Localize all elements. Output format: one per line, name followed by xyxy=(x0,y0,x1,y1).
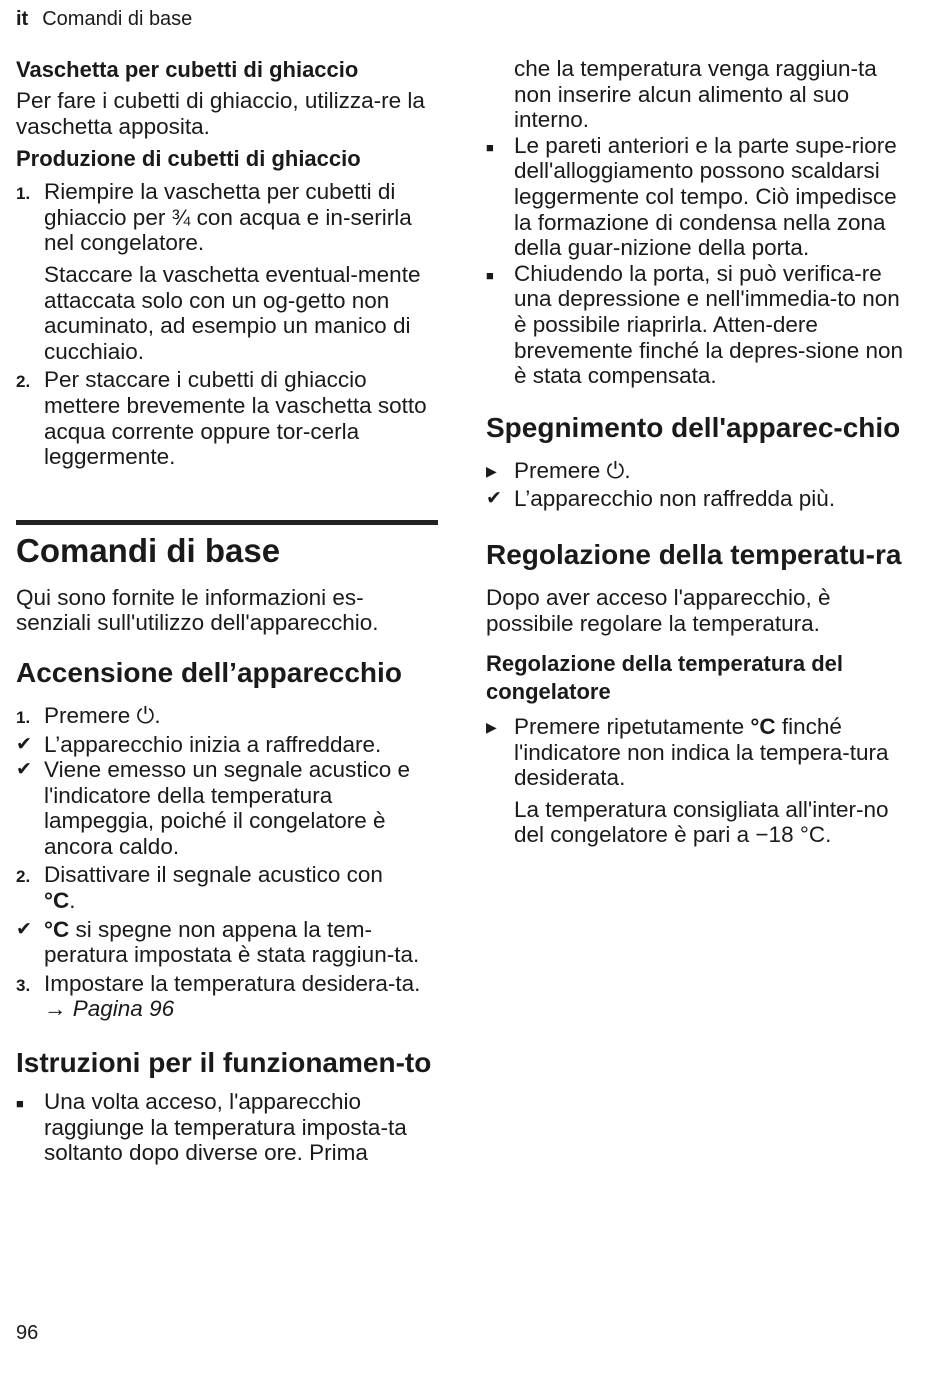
section-title: Comandi di base xyxy=(42,8,193,30)
page-reference-link[interactable]: Pagina 96 xyxy=(72,996,175,1022)
check-icon: ✔ xyxy=(16,759,32,781)
language-code: it xyxy=(16,8,29,30)
power-on-step-2 xyxy=(16,862,438,913)
square-bullet-icon: ■ xyxy=(486,139,494,155)
ice-step-1-note: Staccare la vaschetta eventual-mente attaccata solo con un og-getto non acuminato, ad esempio un manico di cucchiaio. xyxy=(44,261,421,364)
step-text: Riempire la vaschetta per cubetti di ghiaccio per ¾ con acqua e in-serirla nel congelatore. xyxy=(44,179,412,256)
instruction-text: Una volta acceso, l'apparecchio raggiunge la temperatura imposta-ta soltanto dopo diverse ore. Prima xyxy=(44,1089,407,1166)
power-on-heading: Accensione dell’apparecchio xyxy=(16,656,402,688)
square-bullet-icon: ■ xyxy=(486,267,494,283)
check-icon: ✔ xyxy=(486,488,502,510)
celsius-key-label: °C xyxy=(44,916,70,942)
step-number: 2. xyxy=(16,372,31,392)
power-on-step-1 xyxy=(16,703,438,729)
ice-tray-heading: Vaschetta per cubetti di ghiaccio xyxy=(16,57,359,82)
action-text: Premere ripetutamente xyxy=(514,714,751,740)
step-number: 1. xyxy=(16,184,31,204)
instruction-item-1 xyxy=(16,1089,438,1166)
power-on-result-2 xyxy=(16,757,438,859)
section-rule xyxy=(16,520,438,525)
switch-off-action xyxy=(486,458,916,484)
triangle-bullet-icon: ▶ xyxy=(486,719,497,736)
check-icon: ✔ xyxy=(16,733,32,755)
result-text: si spegne non appena la tem-peratura impostata è stata raggiun-ta. xyxy=(44,916,420,968)
instruction-item-3 xyxy=(486,261,916,389)
power-on-step-3 xyxy=(16,971,438,1022)
instruction-item-2 xyxy=(486,133,916,261)
square-bullet-icon: ■ xyxy=(16,1096,24,1112)
step-text: Premere ⏻. xyxy=(44,702,161,728)
celsius-key-label: °C xyxy=(44,888,70,914)
step-number: 1. xyxy=(16,707,31,727)
step-text: Per staccare i cubetti di ghiaccio mettere brevemente la vaschetta sotto acqua corrente oppure tor-cerla leggermente. xyxy=(44,367,427,470)
celsius-key-label: °C xyxy=(750,714,776,740)
step-text: Impostare la temperatura desidera-ta. → xyxy=(44,970,421,1022)
step-number: 3. xyxy=(16,975,31,995)
result-text: Viene emesso un segnale acustico e l'indicatore della temperatura lampeggia, poiché il congelatore è ancora caldo. xyxy=(44,757,411,859)
ice-production-heading: Produzione di cubetti di ghiaccio xyxy=(16,146,361,172)
check-icon: ✔ xyxy=(16,918,32,940)
result-text: L’apparecchio inizia a raffreddare. xyxy=(44,731,382,757)
instruction-text: Chiudendo la porta, si può verifica-re una depressione e nell'immedia-to non è possibile riaprirla. Atten-dere brevemente finché la depres-sione non è stata compensata. xyxy=(514,260,903,389)
step-number: 2. xyxy=(16,867,31,887)
triangle-bullet-icon: ▶ xyxy=(486,462,497,479)
switch-off-result xyxy=(486,486,916,512)
switch-off-heading: Spegnimento dell'apparec-chio xyxy=(486,411,901,443)
instruction-item-1-continued: che la temperatura venga raggiun-ta non inserire alcun alimento al suo interno. xyxy=(514,56,877,133)
running-header xyxy=(16,8,192,31)
freezer-temperature-note: La temperatura consigliata all'inter-no del congelatore è pari a −18 °C. xyxy=(514,796,889,848)
result-text: L’apparecchio non raffredda più. xyxy=(514,486,836,512)
main-intro: Qui sono fornite le informazioni es-senziali sull'utilizzo dell'apparecchio. xyxy=(16,584,379,636)
ice-tray-text: Per fare i cubetti di ghiaccio, utilizza-re la vaschetta apposita. xyxy=(16,88,425,139)
step-text-end: . xyxy=(69,888,76,914)
power-on-result-3 xyxy=(16,917,438,968)
left-column xyxy=(16,56,438,1166)
ice-step-2 xyxy=(16,367,438,469)
instructions-heading: Istruzioni per il funzionamen-to xyxy=(16,1047,432,1079)
page-number: 96 xyxy=(16,1322,39,1344)
step-text: Disattivare il segnale acustico con xyxy=(44,862,383,888)
freezer-temperature-heading: Regolazione della temperatura del congelatore xyxy=(486,651,843,705)
temperature-intro: Dopo aver acceso l'apparecchio, è possibile regolare la temperatura. xyxy=(486,584,831,636)
temperature-heading: Regolazione della temperatu-ra xyxy=(486,538,902,570)
power-on-result-1 xyxy=(16,732,438,758)
right-column xyxy=(486,56,916,848)
freezer-temperature-action xyxy=(486,714,916,791)
ice-step-1 xyxy=(16,179,438,256)
instruction-text: Le pareti anteriori e la parte supe-riore dell'alloggiamento possono scaldarsi leggermente col tempo. Ciò impedisce la formazione di condensa nella zona della guar-nizione della porta. xyxy=(514,132,897,261)
main-heading: Comandi di base xyxy=(16,531,281,569)
action-text-end: finché l'indicatore non indica la tempera-tura desiderata. xyxy=(514,714,889,791)
action-text: Premere ⏻. xyxy=(514,457,631,483)
